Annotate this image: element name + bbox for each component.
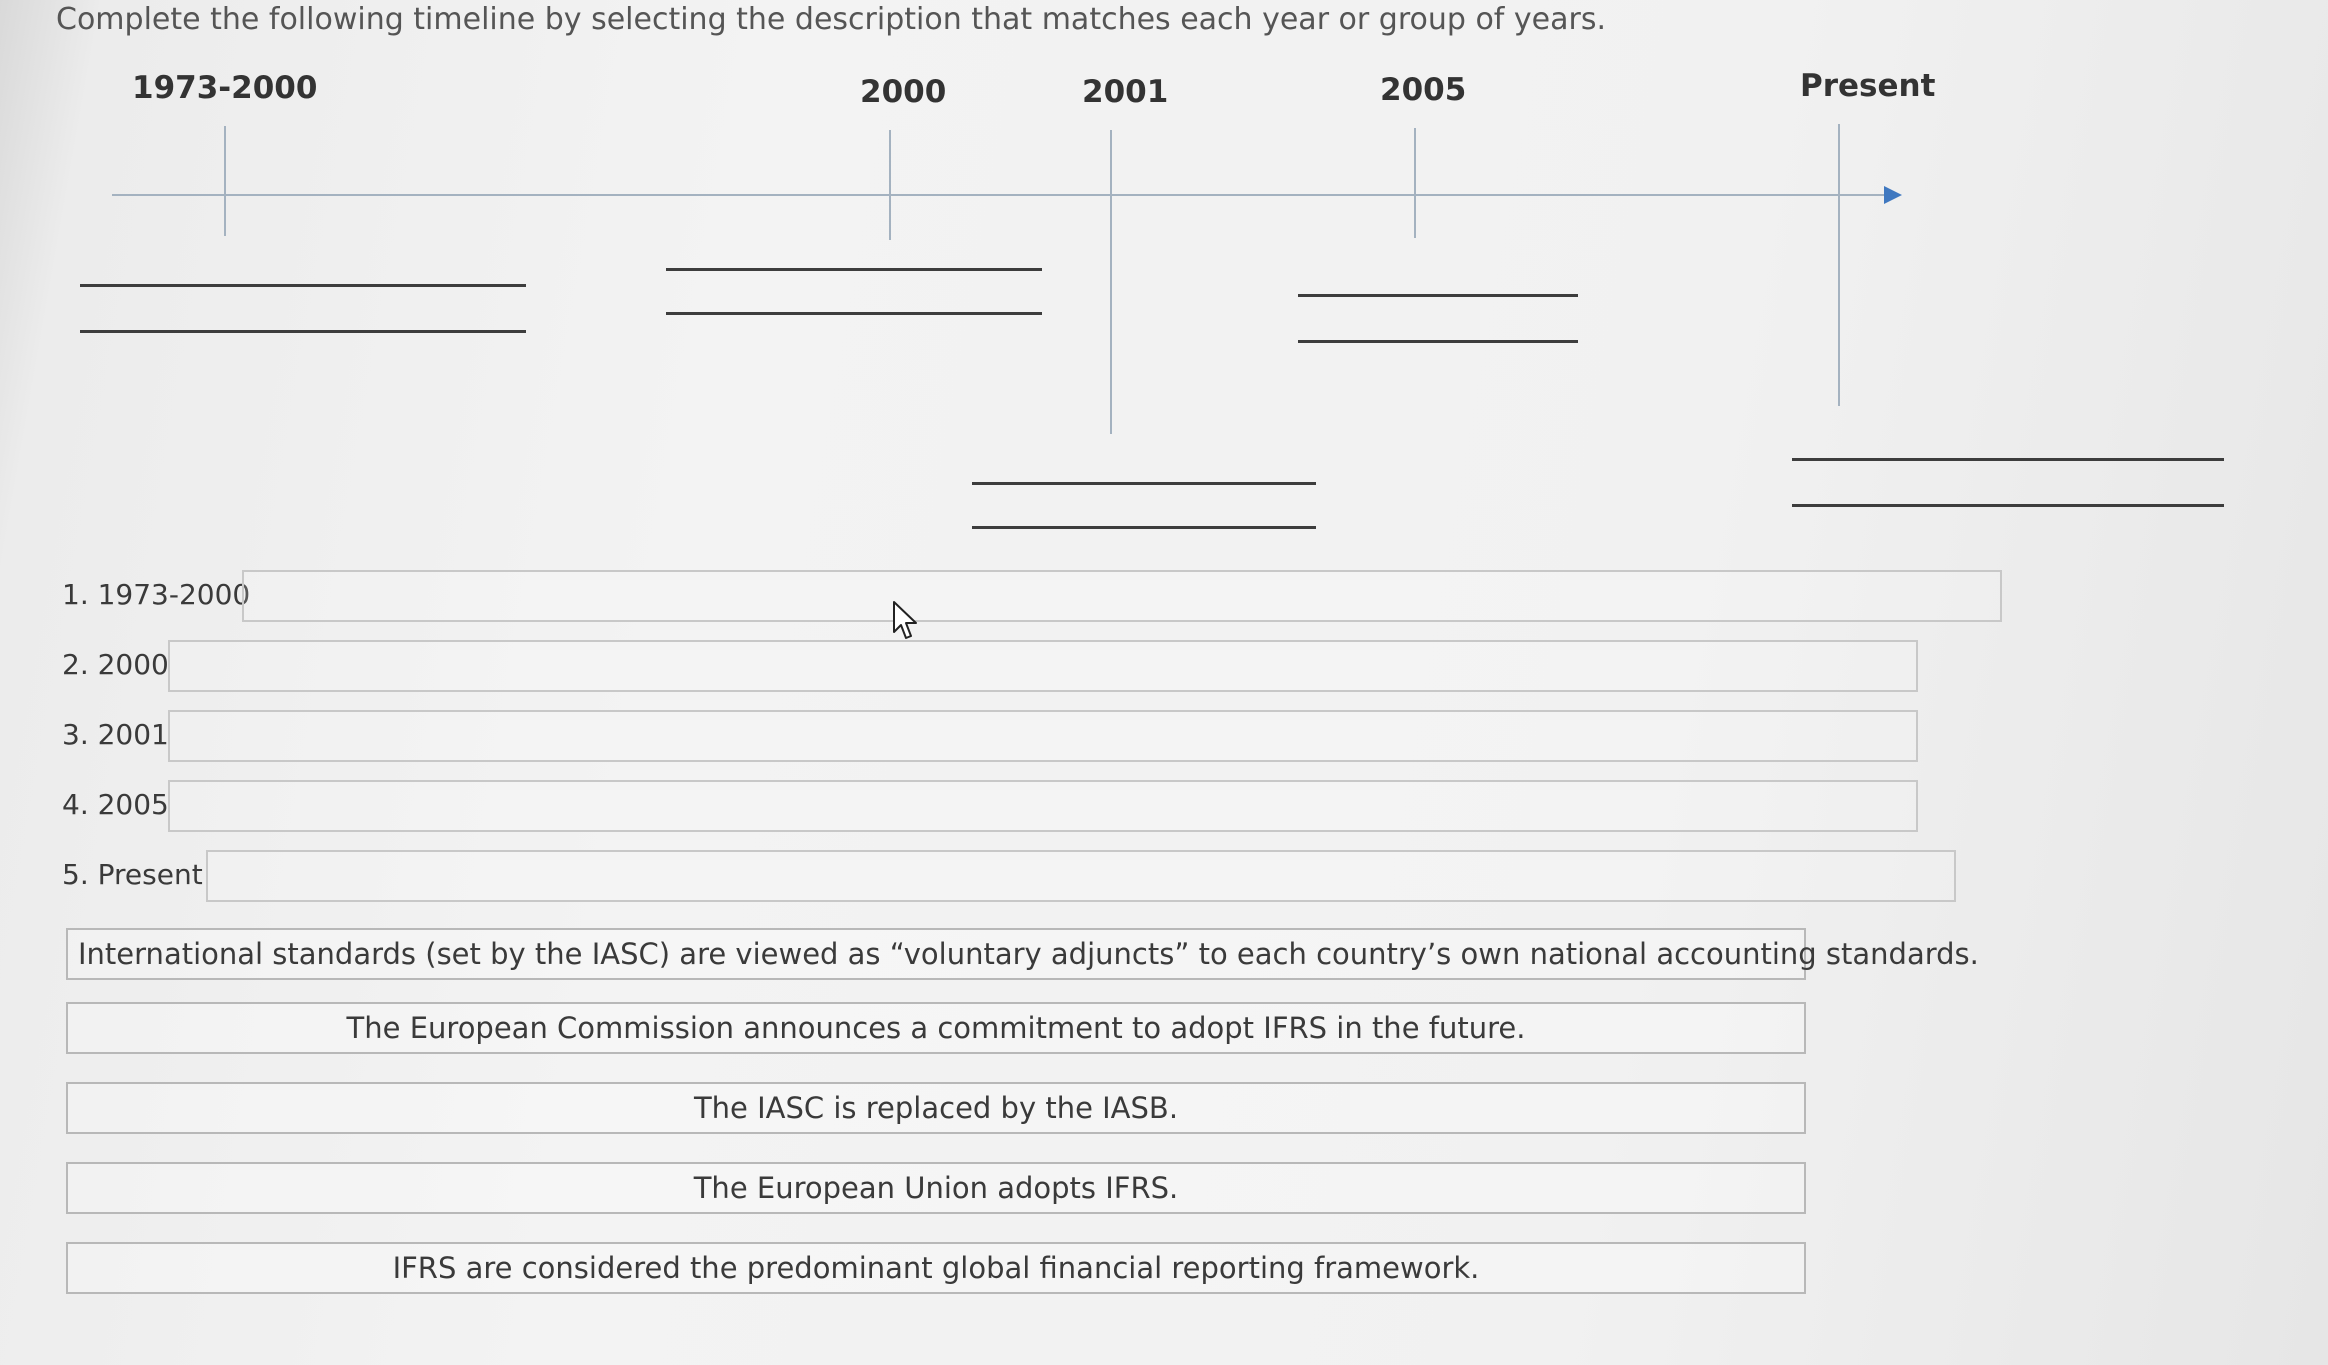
timeline bbox=[0, 0, 2328, 560]
answer-row-1 bbox=[62, 570, 2002, 624]
timeline-blank-line bbox=[80, 284, 526, 287]
timeline-tick-2005 bbox=[1414, 128, 1416, 238]
answer-row-5 bbox=[62, 850, 1962, 904]
option-iasc-replaced-by-iasb[interactable]: The IASC is replaced by the IASB. bbox=[66, 1082, 1806, 1134]
timeline-blank-line bbox=[80, 330, 526, 333]
answer-row-4 bbox=[62, 780, 1922, 834]
option-voluntary-adjuncts[interactable]: International standards (set by the IASC) are viewed as “voluntary adjuncts” to each country’s own national accounting standards. bbox=[66, 928, 1806, 980]
answer-row-label: 4. 2005 bbox=[62, 788, 169, 821]
timeline-label-2000: 2000 bbox=[860, 74, 947, 110]
answer-row-label: 1. 1973-2000 bbox=[62, 578, 251, 611]
timeline-arrow-icon bbox=[1884, 186, 1902, 204]
timeline-blank-line bbox=[972, 526, 1316, 529]
answer-row-3 bbox=[62, 710, 1922, 764]
timeline-tick-2001 bbox=[1110, 130, 1112, 434]
option-european-commission-commitment[interactable]: The European Commission announces a commitment to adopt IFRS in the future. bbox=[66, 1002, 1806, 1054]
answer-row-2 bbox=[62, 640, 1922, 694]
timeline-blank-line bbox=[1298, 340, 1578, 343]
answer-drop-box-1[interactable] bbox=[242, 570, 2002, 622]
timeline-blank-line bbox=[666, 268, 1042, 271]
answer-drop-box-4[interactable] bbox=[168, 780, 1918, 832]
timeline-blank-line bbox=[1792, 504, 2224, 507]
mouse-pointer-icon bbox=[892, 600, 922, 642]
instructions-text: Complete the following timeline by selecting the description that matches each year or group of years. bbox=[56, 2, 1606, 37]
timeline-tick-1973-2000 bbox=[224, 126, 226, 236]
answer-drop-box-3[interactable] bbox=[168, 710, 1918, 762]
timeline-label-present: Present bbox=[1800, 68, 1936, 104]
answer-row-label: 3. 2001 bbox=[62, 718, 169, 751]
answer-drop-box-5[interactable] bbox=[206, 850, 1956, 902]
timeline-blank-line bbox=[972, 482, 1316, 485]
answer-drop-box-2[interactable] bbox=[168, 640, 1918, 692]
timeline-blank-line bbox=[666, 312, 1042, 315]
timeline-tick-present bbox=[1838, 124, 1840, 406]
option-ifrs-predominant-framework[interactable]: IFRS are considered the predominant global financial reporting framework. bbox=[66, 1242, 1806, 1294]
answer-row-label: 2. 2000 bbox=[62, 648, 169, 681]
option-eu-adopts-ifrs[interactable]: The European Union adopts IFRS. bbox=[66, 1162, 1806, 1214]
answer-row-label: 5. Present bbox=[62, 858, 203, 891]
timeline-axis bbox=[112, 194, 1892, 196]
timeline-blank-line bbox=[1298, 294, 1578, 297]
timeline-label-2001: 2001 bbox=[1082, 74, 1169, 110]
timeline-label-1973-2000: 1973-2000 bbox=[132, 70, 318, 106]
timeline-tick-2000 bbox=[889, 130, 891, 240]
timeline-blank-line bbox=[1792, 458, 2224, 461]
timeline-label-2005: 2005 bbox=[1380, 72, 1467, 108]
